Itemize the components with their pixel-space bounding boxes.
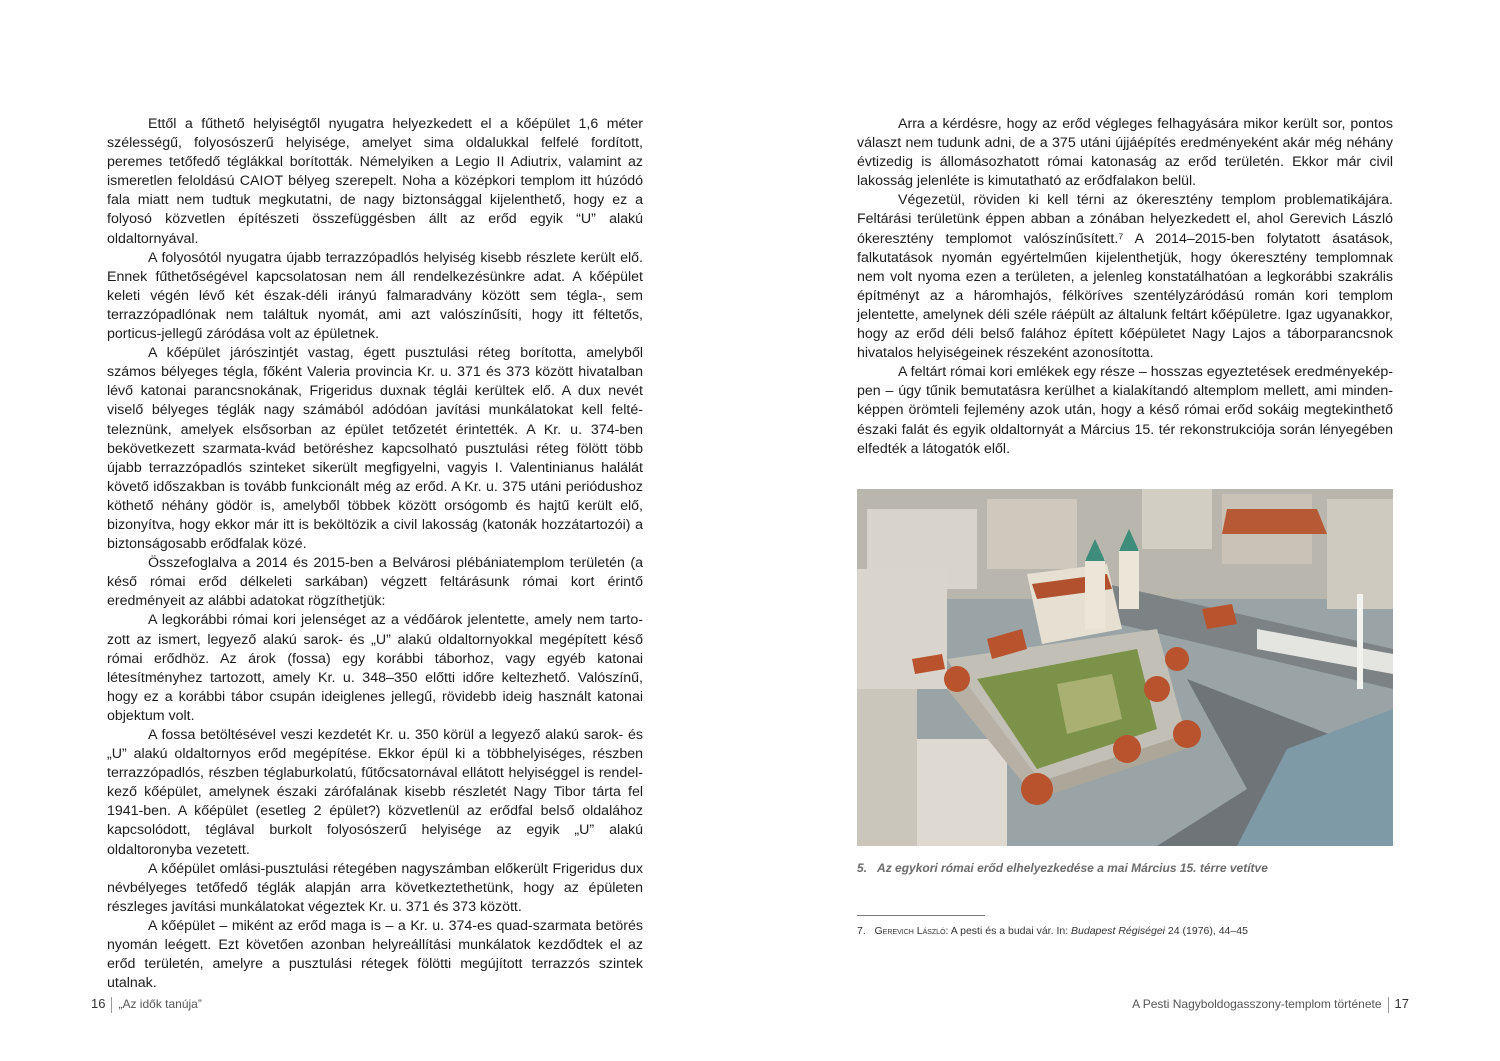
- aerial-photo: [857, 489, 1393, 846]
- left-body-text: [107, 115, 643, 993]
- right-body-text: [857, 115, 1393, 459]
- paragraph: Ettől a fűthető helyiségtől nyugatra helyezkedett el a kőépület 1,6 méter szélességű, folyosószerű helyisége, amelyet sima oldalukkal felfelé fordított, peremes tetőfedő téglákkal borították. Némelyiken a Legio II Adiutrix, valamint az ismeretlen feloldású CAIOT bélyeg szerepelt. Noha a középkori templom itt húzódó fala miatt nem tudtuk megkutatni, de nagy biztonsággal kijelenthető, hogy ez a folyosó közvetlen építészeti összefüggésben állt az erőd egyik “U” alakú oldaltornyával.: [107, 116, 643, 247]
- page-number: 16: [91, 996, 106, 1011]
- aerial-photo-illustration: [857, 489, 1393, 846]
- running-title: „Az idők tanúja”: [118, 997, 202, 1011]
- caption-text: Az egykori római erőd elhelyezkedése a mai Március 15. térre vetítve: [877, 861, 1268, 875]
- left-folio: [91, 996, 202, 1013]
- page-number: 17: [1394, 996, 1409, 1011]
- paragraph: A kőépület járószintjét vastag, égett pusztulási réteg borította, amelyből számos bélyeges tégla, főként Valeria provincia Kr. u. 371 és 373 között hivatalban lévő katonai parancsnokának, Frigeridus duxnak téglái kerültek elő. A dux nevét viselő bélyeges téglák nagy számából adódóan javítási munkálatokat kell feltételeznünk, amelyek elsősorban az épület tetőzetét érintették. A Kr. u. 374-ben bekövetkezett szarmata-kvád betöréshez kapcsolható pusztulási réteg fölött több újabb terrazzópadlós szinteket sikerült megfigyelni, vagyis I. Valentinianus halálát követő időszakban is tovább funkcionált még az erőd. A Kr. u. 375 utáni periódushoz köthető néhány gödör is, amelyből többek között orsógomb és hajtű került elő, bizonyítva, hogy ekkor már itt is beköltözik a civil lakosság (katonák hozzátartozói) a biztonságosabb erődfalak közé.: [107, 345, 643, 553]
- paragraph: Végezetül, röviden ki kell térni az ókeresztény templom problematikájára. Feltárási területünk éppen abban a zónában helyezkedett el, ahol Gerevich László ókeresztény templomot valószínűsített.⁷ A 2014–2015-ben folytatott ásatások, falkutatások nyomán egyértelműen kijelenthetjük, hogy ókeresztény templomnak nem volt nyoma ezen a területen, a jelenleg konstatálhatóan a legkorábbi szakrális építményt az a háromhajós, félköríves szentélyzáródású román kori templom jelentette, amelynek déli széle ráépült az általunk feltárt kőépületre. Igaz ugyanakkor, hogy az erőd déli belső falához épített kőépületet Nagy Lajos a táborparancsnok hivatalos helyiségeinek részeként azonosította.: [857, 192, 1393, 362]
- footnote-author: Gerevich László: [874, 925, 946, 937]
- paragraph: A kőépület omlási-pusztulási rétegében nagyszámban előkerült Frigeridus dux névbélyeges tetőfedő téglák alapján arra következtethetünk, hogy az épületen részleges javítási munkálatokat végeztek Kr. u. 371 és 373 között.: [107, 860, 643, 915]
- paragraph: A folyosótól nyugatra újabb terrazzópadlós helyiség kisebb részlete került elő. Ennek fűthetőségével kapcsolatosan nem áll rendelkezésünkre adat. A kőépület keleti végén lévő két észak-déli irányú falmaradvány között sem tégla-, sem terrazzópadlónak nem találtuk nyomát, ami azt valószínűsíti, hogy itt féltetős, porticus-jellegű záródása volt az épületnek.: [107, 249, 643, 343]
- paragraph: A feltárt római kori emlékek egy része – hosszas egyeztetések eredményeképpen – úgy tűnik bemutatásra kerülhet a kialakítandó altemplom mellett, ami mindenképpen örömteli fejlemény azok után, hogy a késő római erőd sokáig megtekinthető északi falát és egyik oldaltornyát a Március 15. tér rekonstrukciója során lényegében elfedték a látogatók elől.: [857, 364, 1393, 457]
- footnote-text: 24 (1976), 44–45: [1165, 925, 1248, 937]
- footnote-rule: [857, 915, 985, 916]
- running-title: A Pesti Nagyboldogasszony-templom története: [1132, 997, 1382, 1011]
- right-folio: [1132, 996, 1409, 1013]
- footnote: [857, 925, 1393, 937]
- paragraph: Összefoglalva a 2014 és 2015-ben a Belvárosi plébániatemplom területén (a késő római erőd délkeleti sarkában) végzett feltárásunk római kort érintő eredményeit az alábbi adatokat rögzíthetjük:: [107, 555, 643, 610]
- paragraph: Arra a kérdésre, hogy az erőd végleges felhagyására mikor került sor, pontos választ nem tudunk adni, de a 375 utáni újjáépítés eredményeként akár még néhány évtizedig is állomásozhatott római katonaság az erőd területén. Ekkor már civil lakosság jelenléte is kimutatható az erődfalakon belül.: [857, 116, 1393, 190]
- paragraph: A legkorábbi római kori jelenséget az a védőárok jelentette, amely nem tartozott az ismert, legyező alakú sarok- és „U” alakú oldaltornyokkal megépített késő római erődhöz. Az árok (fossa) egy korábbi táborhoz, vagy egyéb katonai létesítményhez tartozott, amely Kr. u. 348–350 előtti időre keltezhető. Valószínű, hogy ez a korábbi tábor csupán ideiglenes jellegű, rövidebb ideig használt katonai objektum volt.: [107, 612, 643, 724]
- paragraph: A fossa betöltésével veszi kezdetét Kr. u. 350 körül a legyező alakú sarok- és „U” alakú oldaltornyos erőd megépítése. Ekkor épül ki a többhelyiséges, részben terrazzópadlós, részben téglaburkolatú, fűtőcsatornával ellátott helyiséggel is rendelkező kőépület, amelynek északi zárófalának kisebb részletét Nagy Tibor tárta fel 1941-ben. A kőépület (esetleg 2 épület?) közvetlenül az erődfal belső oldalához kapcsolódott, téglával burkolt folyosószerű helyisége az egyik „U” alakú oldaltoronyba vezetett.: [107, 727, 643, 858]
- caption-number: 5.: [857, 861, 868, 875]
- figure-caption: [857, 861, 1393, 875]
- right-page: [750, 0, 1500, 1061]
- footnote-number: 7.: [857, 925, 866, 937]
- footnote-text: : A pesti és a budai vár. In:: [945, 925, 1072, 937]
- footnote-journal: Budapest Régiségei: [1071, 925, 1166, 937]
- paragraph: A kőépület – miként az erőd maga is – a Kr. u. 374-es quad-szarmata betörés nyomán leégett. Ezt követően azonban helyreállítási munkálatok kezdődtek el az erőd területén, amelyre a pusztulási rétegek fölötti megújított terrazzós szintek utalnak.: [107, 917, 643, 992]
- folio-divider: [1388, 997, 1389, 1013]
- folio-divider: [111, 997, 112, 1013]
